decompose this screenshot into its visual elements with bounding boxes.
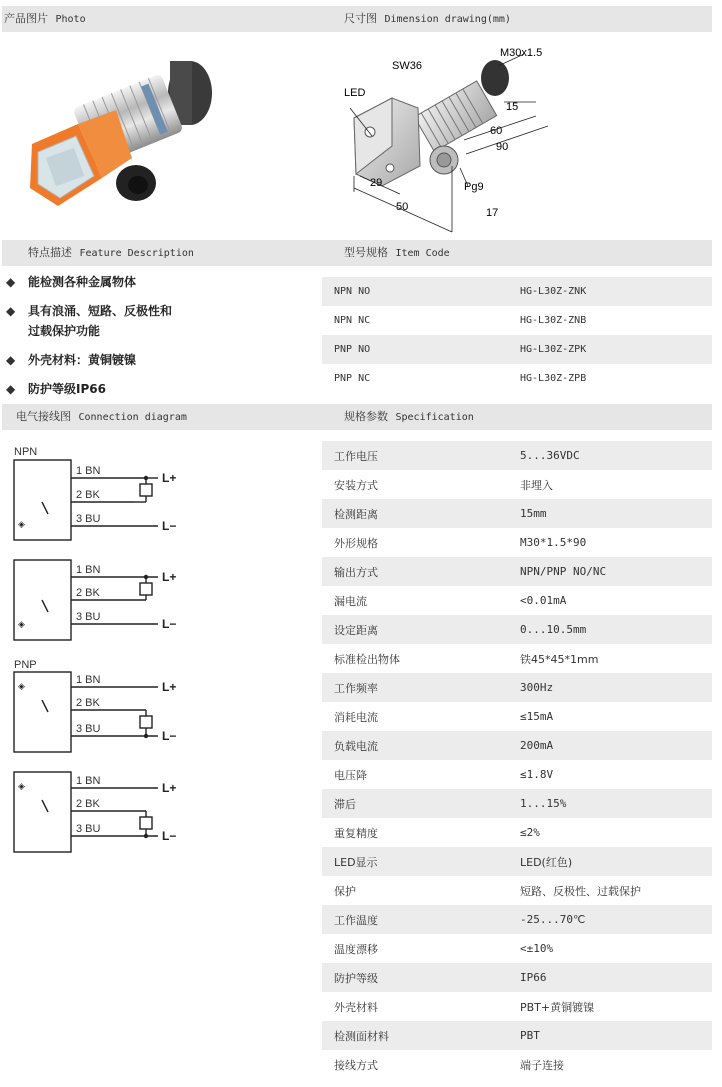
table-row [322, 557, 712, 586]
spec-key: 设定距离 [334, 623, 378, 637]
table-row [322, 905, 712, 934]
feature-text: 外壳材料：黄铜镀镍 [28, 353, 137, 367]
spec-value: ≤2% [520, 826, 540, 839]
diamond-bullet-icon: ◆ [6, 353, 16, 367]
spec-header [322, 404, 712, 430]
spec-key: 漏电流 [334, 594, 367, 608]
dimension-header-zh: 尺寸图 [344, 12, 377, 25]
feature-text: 防护等级IP66 [28, 382, 106, 396]
sensor-symbol-icon: ◈ [18, 781, 25, 791]
dim-thread: M30x1.5 [500, 47, 543, 59]
sensor-symbol-icon: ◈ [18, 619, 25, 629]
spec-table [322, 441, 712, 1079]
code-type: PNP NC [334, 373, 371, 384]
wire-label: 3 BU [76, 513, 101, 525]
spec-value: M30*1.5*90 [520, 536, 587, 549]
l-plus-label: L+ [162, 781, 177, 795]
table-row [322, 586, 712, 615]
spec-value: 1...15% [520, 797, 567, 810]
spec-header-en: Specification [395, 412, 474, 423]
code-value: HG-L30Z-ZPK [520, 344, 587, 355]
spec-key: 检测面材料 [334, 1029, 389, 1043]
table-row [322, 335, 712, 364]
spec-value: PBT [520, 1029, 540, 1042]
spec-key: 重复精度 [334, 826, 378, 840]
item-code-header [322, 240, 712, 266]
spec-key: 标准检出物体 [334, 652, 400, 666]
spec-value: ≤15mA [520, 710, 554, 723]
spec-key: 外壳材料 [334, 1000, 378, 1014]
diamond-bullet-icon: ◆ [6, 304, 16, 318]
feature-list [6, 272, 306, 408]
feature-item [6, 301, 306, 341]
code-type: NPN NC [334, 315, 371, 326]
wire-label: 3 BU [76, 611, 101, 623]
wire-label: 3 BU [76, 823, 101, 835]
feature-header-zh: 特点描述 [28, 246, 72, 259]
dimension-header [322, 6, 712, 32]
table-row [322, 528, 712, 557]
table-row [322, 470, 712, 499]
spec-key: 温度漂移 [334, 942, 378, 956]
wire-label: 2 BK [76, 489, 100, 501]
dim-15: 15 [506, 101, 519, 113]
spec-key: 安装方式 [334, 478, 378, 492]
spec-value: 端子连接 [520, 1058, 564, 1072]
table-row [322, 963, 712, 992]
spec-value: 非埋入 [520, 478, 553, 492]
sensor-symbol-icon: ◈ [18, 519, 25, 529]
spec-key: 保护 [334, 884, 356, 898]
spec-key: 防护等级 [334, 971, 378, 985]
table-row [322, 1050, 712, 1079]
table-row [322, 731, 712, 760]
l-minus-label: L− [162, 519, 177, 533]
table-row [322, 934, 712, 963]
l-minus-label: L− [162, 829, 177, 843]
photo-header-zh: 产品图片 [4, 12, 48, 25]
spec-value: 15mm [520, 507, 547, 520]
feature-text: 具有浪涌、短路、反极性和 过载保护功能 [28, 304, 173, 338]
item-code-header-zh: 型号规格 [344, 246, 388, 259]
spec-value: <0.01mA [520, 594, 567, 607]
spec-key: 负载电流 [334, 739, 378, 753]
spec-key: 接线方式 [334, 1058, 378, 1072]
wiring-diagrams [8, 440, 208, 860]
wire-label: 1 BN [76, 564, 101, 576]
wire-label: 1 BN [76, 775, 101, 787]
diamond-bullet-icon: ◆ [6, 382, 16, 396]
spec-key: 工作电压 [334, 449, 378, 463]
l-minus-label: L− [162, 617, 177, 631]
dim-50: 50 [396, 201, 409, 213]
code-value: HG-L30Z-ZPB [520, 373, 587, 384]
spec-key: 外形规格 [334, 536, 378, 550]
wire-label: 3 BU [76, 723, 101, 735]
table-row [322, 992, 712, 1021]
spec-value: 5...36VDC [520, 449, 580, 462]
spec-value: 短路、反极性、过载保护 [520, 884, 641, 898]
wire-label: 1 BN [76, 465, 101, 477]
feature-header-en: Feature Description [79, 248, 194, 259]
wire-label: 2 BK [76, 697, 100, 709]
dim-led: LED [344, 87, 366, 99]
code-value: HG-L30Z-ZNB [520, 315, 587, 326]
spec-value: ≤1.8V [520, 768, 554, 781]
spec-key: 工作温度 [334, 913, 378, 927]
l-minus-label: L− [162, 729, 177, 743]
spec-value: 200mA [520, 739, 554, 752]
spec-key: 工作频率 [334, 681, 378, 695]
feature-header [2, 240, 322, 266]
wire-label: 1 BN [76, 674, 101, 686]
item-code-header-en: Item Code [395, 248, 450, 259]
feature-text: 能检测各种金属物体 [28, 275, 137, 289]
table-row [322, 702, 712, 731]
table-row [322, 615, 712, 644]
dim-90: 90 [496, 141, 509, 153]
dim-17: 17 [486, 207, 499, 219]
spec-value: PBT+黄铜镀镍 [520, 1000, 595, 1014]
diamond-bullet-icon: ◆ [6, 275, 16, 289]
code-type: PNP NO [334, 344, 371, 355]
l-plus-label: L+ [162, 570, 177, 584]
table-row [322, 847, 712, 876]
table-row [322, 673, 712, 702]
npn-label: NPN [14, 446, 38, 458]
table-row [322, 499, 712, 528]
photo-header-en: Photo [55, 14, 86, 25]
sensor-symbol-icon: ◈ [18, 681, 25, 691]
item-code-table [322, 277, 712, 393]
table-row [322, 760, 712, 789]
spec-value: <±10% [520, 942, 554, 955]
table-row [322, 1021, 712, 1050]
spec-key: 滞后 [334, 797, 356, 811]
table-row [322, 364, 712, 393]
product-photo [20, 48, 220, 218]
spec-value: 铁45*45*1mm [520, 652, 599, 666]
dim-29: 29 [370, 177, 383, 189]
photo-header [2, 6, 322, 32]
table-row [322, 818, 712, 847]
dim-60: 60 [490, 125, 503, 137]
spec-value: NPN/PNP NO/NC [520, 565, 607, 578]
spec-key: LED显示 [334, 855, 378, 869]
table-row [322, 876, 712, 905]
spec-value: LED(红色) [520, 855, 573, 869]
dimension-drawing [340, 36, 570, 236]
table-row [322, 789, 712, 818]
l-plus-label: L+ [162, 680, 177, 694]
table-row [322, 644, 712, 673]
table-row [322, 277, 712, 306]
spec-value: 300Hz [520, 681, 554, 694]
spec-key: 消耗电流 [334, 710, 378, 724]
dimension-header-en: Dimension drawing(mm) [384, 14, 511, 25]
connection-header-en: Connection diagram [78, 412, 187, 423]
dim-sw36: SW36 [392, 60, 422, 72]
spec-key: 输出方式 [334, 565, 378, 579]
spec-header-zh: 规格参数 [344, 410, 388, 423]
feature-item [6, 350, 306, 370]
l-plus-label: L+ [162, 471, 177, 485]
table-row [322, 306, 712, 335]
feature-item [6, 272, 306, 292]
table-row [322, 441, 712, 470]
dim-pg9: Pg9 [464, 181, 484, 193]
pnp-label: PNP [14, 659, 37, 671]
wire-label: 2 BK [76, 587, 100, 599]
connection-header-zh: 电气接线图 [16, 410, 71, 423]
spec-key: 检测距离 [334, 507, 378, 521]
wire-label: 2 BK [76, 798, 100, 810]
spec-key: 电压降 [334, 768, 367, 782]
code-value: HG-L30Z-ZNK [520, 286, 587, 297]
spec-value: IP66 [520, 971, 547, 984]
spec-value: -25...70℃ [520, 913, 586, 926]
spec-value: 0...10.5mm [520, 623, 587, 636]
code-type: NPN NO [334, 286, 371, 297]
feature-item [6, 379, 306, 399]
